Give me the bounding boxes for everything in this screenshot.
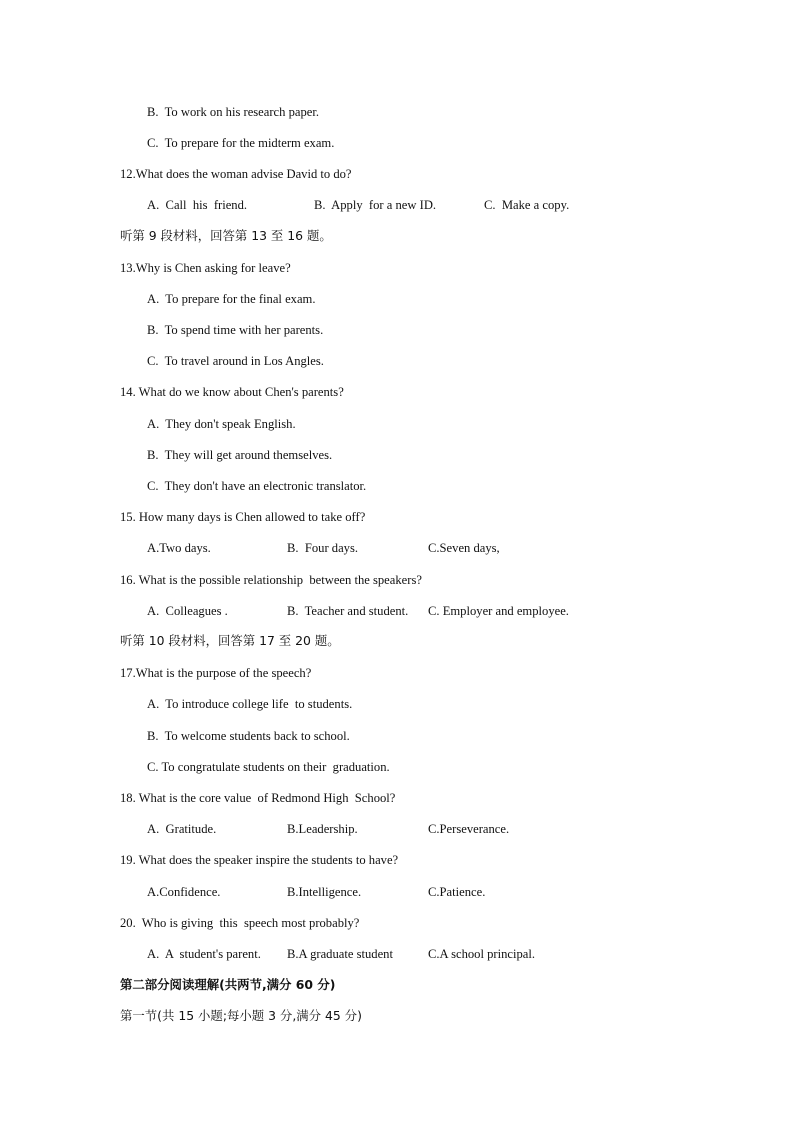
- option-c: C. To prepare for the midterm exam.: [147, 136, 335, 150]
- section-instruction-9: 听第 9 段材料，回答第 13 至 16 题。: [120, 228, 332, 243]
- question-19: 19. What does the speaker inspire the students to have?: [120, 853, 399, 867]
- option-c: C. Make a copy.: [484, 198, 570, 212]
- question-19-options: [0, 884, 794, 900]
- option-a: A.Confidence.: [147, 885, 221, 899]
- option-c: C. Employer and employee.: [428, 604, 569, 618]
- question-16-options: [0, 603, 794, 619]
- question-16: 16. What is the possible relationship between the speakers?: [120, 573, 422, 587]
- question-15: 15. How many days is Chen allowed to take off?: [120, 510, 366, 524]
- option-a: A. Call his friend.: [147, 198, 248, 212]
- option-b: B. To work on his research paper.: [147, 105, 320, 119]
- option-a: A. To prepare for the final exam.: [147, 292, 316, 306]
- option-b: B. To welcome students back to school.: [147, 729, 350, 743]
- option-c: C. To travel around in Los Angles.: [147, 354, 324, 368]
- option-a: A. A student's parent.: [147, 947, 261, 961]
- option-a: A. Gratitude.: [147, 822, 217, 836]
- option-b: B. To spend time with her parents.: [147, 323, 324, 337]
- question-20: 20. Who is giving this speech most probably?: [120, 916, 360, 930]
- option-b: B. Four days.: [287, 541, 359, 555]
- question-13: 13.Why is Chen asking for leave?: [120, 261, 291, 275]
- question-18: 18. What is the core value of Redmond High School?: [120, 791, 396, 805]
- question-14: 14. What do we know about Chen's parents?: [120, 385, 344, 399]
- option-c: C.Perseverance.: [428, 822, 510, 836]
- option-a: A. Colleagues .: [147, 604, 228, 618]
- option-c: C.A school principal.: [428, 947, 536, 961]
- option-b: B. Apply for a new ID.: [314, 198, 437, 212]
- option-a: A. They don't speak English.: [147, 417, 296, 431]
- question-20-options: [0, 946, 794, 962]
- question-15-options: [0, 540, 794, 556]
- option-b: B.A graduate student: [287, 947, 393, 961]
- option-c: C. They don't have an electronic translator.: [147, 479, 367, 493]
- part-two-section-one: 第一节(共 15 小题;每小题 3 分,满分 45 分): [120, 1008, 362, 1023]
- question-12: 12.What does the woman advise David to do?: [120, 167, 352, 181]
- section-instruction-10: 听第 10 段材料，回答第 17 至 20 题。: [120, 633, 340, 648]
- question-12-options: [0, 197, 794, 213]
- option-b: B.Intelligence.: [287, 885, 362, 899]
- option-c: C. To congratulate students on their graduation.: [147, 760, 390, 774]
- option-b: B.Leadership.: [287, 822, 358, 836]
- question-18-options: [0, 821, 794, 837]
- option-b: B. They will get around themselves.: [147, 448, 333, 462]
- part-two-heading: 第二部分阅读理解(共两节,满分 60 分): [120, 977, 336, 992]
- option-c: C.Patience.: [428, 885, 486, 899]
- question-17: 17.What is the purpose of the speech?: [120, 666, 312, 680]
- option-a: A.Two days.: [147, 541, 211, 555]
- option-a: A. To introduce college life to students.: [147, 697, 353, 711]
- option-b: B. Teacher and student.: [287, 604, 409, 618]
- option-c: C.Seven days,: [428, 541, 500, 555]
